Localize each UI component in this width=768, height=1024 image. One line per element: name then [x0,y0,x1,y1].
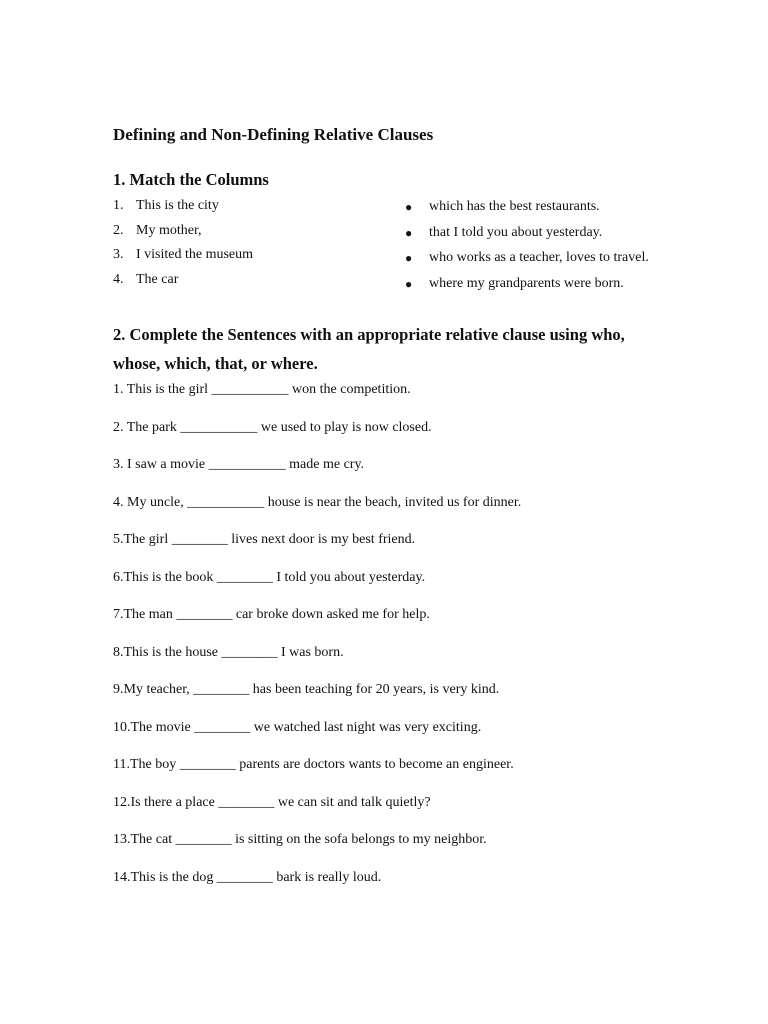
section1-heading: 1. Match the Columns [113,170,269,189]
match-right-item [405,224,649,250]
match-left-item [113,271,253,296]
sentence-item: 5.The girl ________ lives next door is my best friend. [113,532,416,547]
sentence-item: 12.Is there a place ________ we can sit and talk quietly? [113,794,431,810]
sentence-item: 4. My uncle, ___________ house is near the beach, invited us for dinner. [113,494,522,510]
match-right-column [405,198,649,300]
sentence-item: 9.My teacher, ________ has been teaching for 20 years, is very kind. [113,682,500,697]
item-number: 3. [113,247,124,262]
match-left-item [113,197,253,222]
item-text: where my grandparents were born. [429,275,624,291]
bullet-icon: ● [405,276,413,291]
sentence-item: 10.The movie ________ we watched last night was very exciting. [113,719,482,735]
item-number: 1. [113,198,124,213]
item-number: 4. [113,271,124,287]
sentence-item: 3. I saw a movie ___________ made me cry. [113,457,365,472]
match-right-item [405,275,649,301]
sentence-item: 13.The cat ________ is sitting on the sofa belongs to my neighbor. [113,832,487,847]
item-text: which has the best restaurants. [429,199,600,214]
item-text: This is the city [136,198,219,213]
item-text: who works as a teacher, loves to travel. [429,250,649,265]
sentence-item: 8.This is the house ________ I was born. [113,644,344,660]
bullet-icon: ● [405,200,413,214]
item-text: The car [136,271,179,287]
sentence-item: 6.This is the book ________ I told you about yesterday. [113,569,426,585]
sentence-item: 2. The park ___________ we used to play is now closed. [113,419,432,435]
match-left-item [113,246,253,271]
document-title: Defining and Non-Defining Relative Clauses [113,125,434,144]
item-text: My mother, [136,222,202,238]
sentence-item: 11.The boy ________ parents are doctors wants to become an engineer. [113,757,514,772]
bullet-icon: ● [405,251,413,265]
item-number: 2. [113,222,124,238]
match-left-column [113,197,253,295]
section2-heading: 2. Complete the Sentences with an appropriate relative clause using who, whose, which, that, or where. [113,325,625,373]
sentence-item: 14.This is the dog ________ bark is really loud. [113,869,382,885]
sentence-item: 7.The man ________ car broke down asked me for help. [113,607,430,622]
match-left-item [113,222,253,247]
item-text: I visited the museum [136,247,254,262]
match-right-item [405,198,649,224]
item-text: that I told you about yesterday. [429,224,603,240]
match-right-item [405,249,649,275]
sentence-item: 1. This is the girl ___________ won the competition. [113,382,411,397]
sentence-list [113,381,521,906]
bullet-icon: ● [405,225,413,240]
